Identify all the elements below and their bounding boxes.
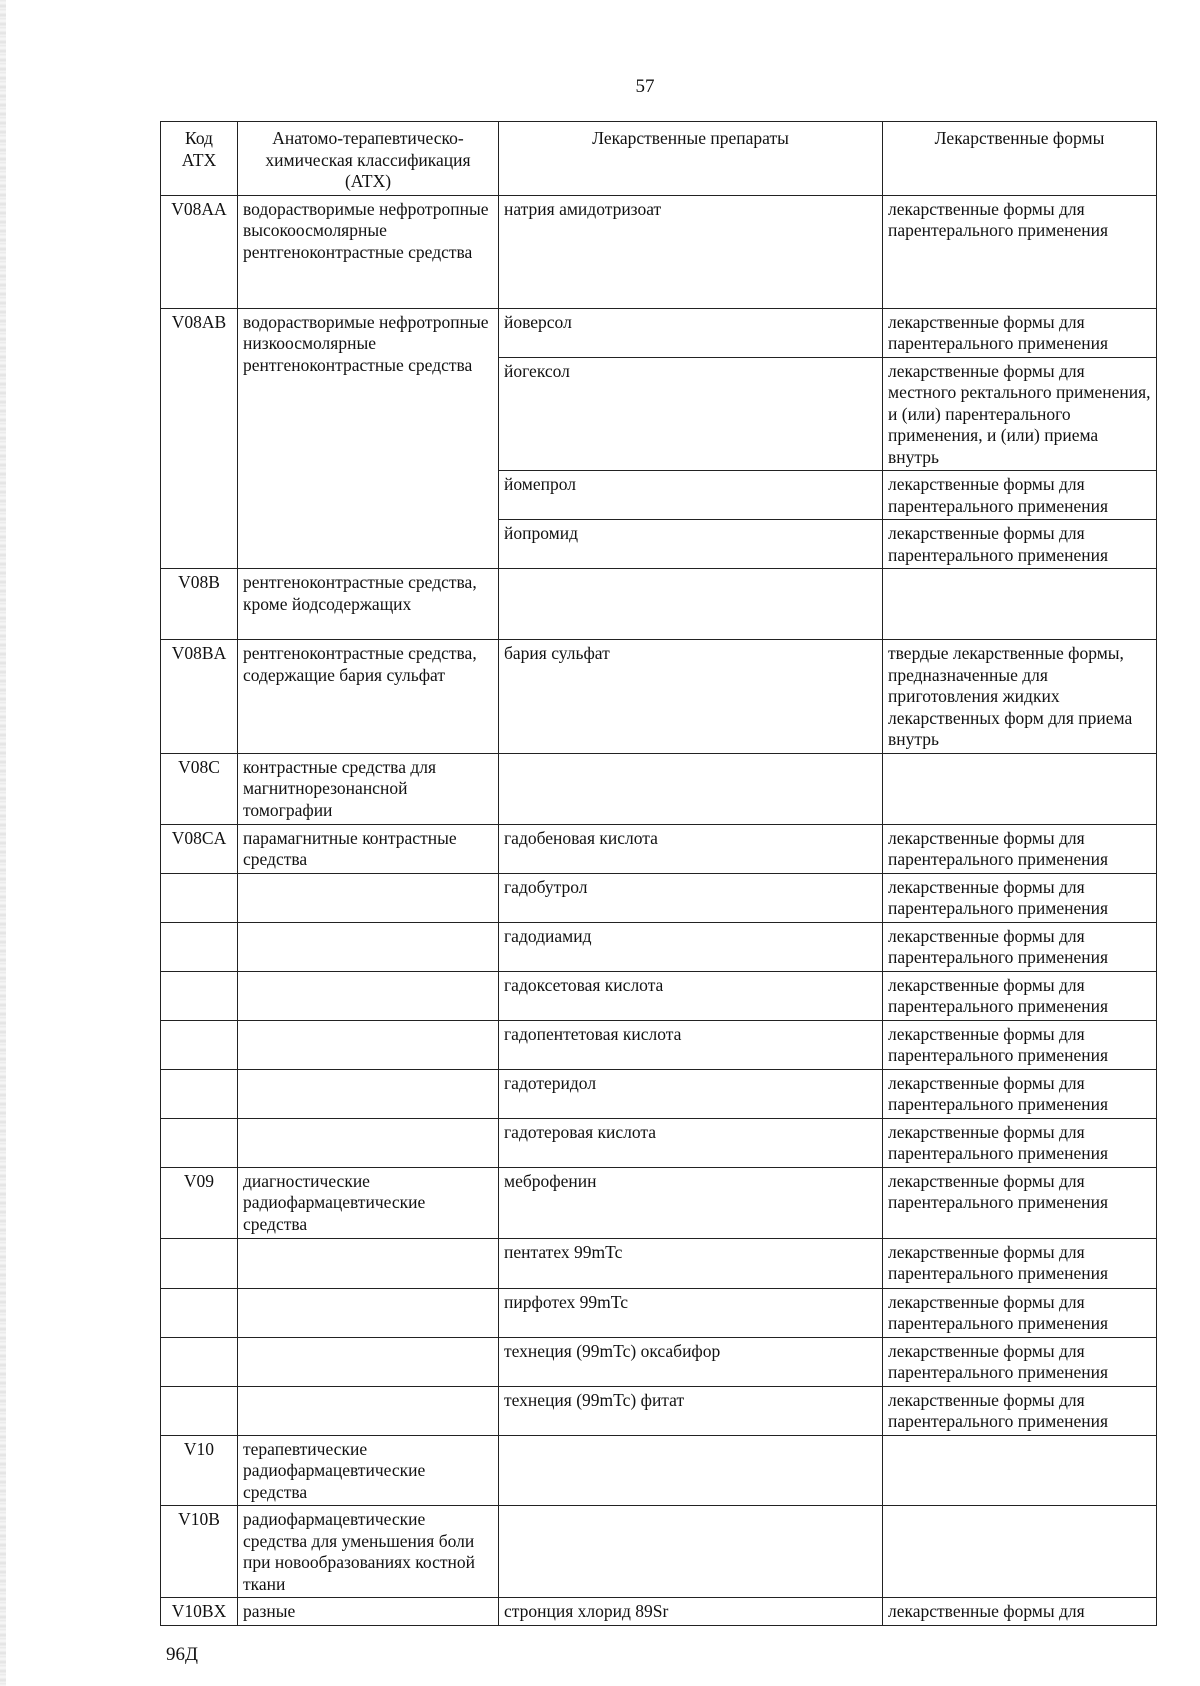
cell-classification (238, 1069, 499, 1118)
cell-drug: стронция хлорид 89Sr (499, 1598, 883, 1626)
cell-drug: йогексол (499, 357, 883, 471)
table-row (161, 1337, 1157, 1386)
cell-form (883, 1435, 1157, 1506)
cell-drug: гадоксетовая кислота (499, 971, 883, 1020)
table-row (161, 1435, 1157, 1506)
cell-classification: диагностические радиофармацевтические средства (238, 1167, 499, 1238)
cell-form: лекарственные формы для парентерального применения (883, 1118, 1157, 1167)
cell-classification (238, 922, 499, 971)
document-footer-code: 96Д (166, 1644, 198, 1665)
cell-classification: водорастворимые нефротропные высокоосмолярные рентгеноконтрастные средства (238, 195, 499, 308)
table-row (161, 922, 1157, 971)
cell-classification: рентгеноконтрастные средства, содержащие бария сульфат (238, 640, 499, 754)
table-row (161, 640, 1157, 754)
header-classification: Анатомо-терапевтическо-химическая классификация (АТХ) (238, 122, 499, 196)
cell-classification (238, 971, 499, 1020)
cell-form: лекарственные формы для парентерального применения (883, 824, 1157, 873)
cell-drug: гадобеновая кислота (499, 824, 883, 873)
cell-drug: йомепрол (499, 471, 883, 520)
scan-edge-artifact (0, 0, 6, 1686)
cell-classification (238, 873, 499, 922)
cell-form: лекарственные формы для парентерального применения (883, 1167, 1157, 1238)
cell-form: лекарственные формы для парентерального применения (883, 1020, 1157, 1069)
cell-classification: радиофармацевтические средства для уменьшения боли при новообразованиях костной ткани (238, 1506, 499, 1598)
table-row (161, 1167, 1157, 1238)
header-forms: Лекарственные формы (883, 122, 1157, 196)
table-row (161, 873, 1157, 922)
cell-drug: гадодиамид (499, 922, 883, 971)
cell-classification (238, 1118, 499, 1167)
cell-code: V09 (161, 1167, 238, 1238)
cell-classification: рентгеноконтрастные средства, кроме йодсодержащих (238, 569, 499, 640)
cell-code (161, 1020, 238, 1069)
table-row (161, 1020, 1157, 1069)
cell-drug (499, 1506, 883, 1598)
cell-drug: йоверсол (499, 308, 883, 357)
atx-drug-table (160, 121, 1157, 1626)
cell-form: лекарственные формы для парентерального применения (883, 1337, 1157, 1386)
cell-form (883, 753, 1157, 824)
cell-drug: пентатех 99mTc (499, 1238, 883, 1288)
cell-drug: йопромид (499, 520, 883, 569)
cell-form: лекарственные формы для парентерального применения (883, 971, 1157, 1020)
cell-code: V08C (161, 753, 238, 824)
cell-form: лекарственные формы для парентерального применения (883, 195, 1157, 308)
cell-code (161, 1069, 238, 1118)
cell-drug: натрия амидотризоат (499, 195, 883, 308)
cell-code: V10BX (161, 1598, 238, 1626)
cell-drug: гадотеридол (499, 1069, 883, 1118)
table-row (161, 1598, 1157, 1626)
table-header-row (161, 122, 1157, 196)
page-number: 57 (635, 76, 655, 97)
cell-drug (499, 569, 883, 640)
cell-drug: технеция (99mTc) фитат (499, 1386, 883, 1435)
table-row (161, 1118, 1157, 1167)
cell-code (161, 1238, 238, 1288)
cell-drug: гадобутрол (499, 873, 883, 922)
table-row (161, 1288, 1157, 1337)
header-code: Код АТХ (161, 122, 238, 196)
cell-drug: бария сульфат (499, 640, 883, 754)
cell-classification: парамагнитные контрастные средства (238, 824, 499, 873)
cell-drug: гадотеровая кислота (499, 1118, 883, 1167)
cell-code: V08BA (161, 640, 238, 754)
cell-form: лекарственные формы для парентерального применения (883, 873, 1157, 922)
cell-form: лекарственные формы для парентерального применения (883, 308, 1157, 357)
cell-classification: водорастворимые нефротропные низкоосмолярные рентгеноконтрастные средства (238, 308, 499, 569)
cell-form: лекарственные формы для парентерального применения (883, 922, 1157, 971)
cell-form: лекарственные формы для местного ректального применения, и (или) парентерального применения, и (или) приема внутрь (883, 357, 1157, 471)
cell-form (883, 569, 1157, 640)
cell-classification (238, 1020, 499, 1069)
cell-code (161, 971, 238, 1020)
table-row (161, 569, 1157, 640)
cell-classification: терапевтические радиофармацевтические средства (238, 1435, 499, 1506)
cell-form: лекарственные формы для парентерального применения (883, 1238, 1157, 1288)
cell-code: V08B (161, 569, 238, 640)
cell-drug: гадопентетовая кислота (499, 1020, 883, 1069)
table-row (161, 971, 1157, 1020)
cell-form: твердые лекарственные формы, предназначенные для приготовления жидких лекарственных форм для приема внутрь (883, 640, 1157, 754)
header-drugs: Лекарственные препараты (499, 122, 883, 196)
table-row (161, 1506, 1157, 1598)
cell-code: V08CA (161, 824, 238, 873)
table-row (161, 1238, 1157, 1288)
cell-code: V08AA (161, 195, 238, 308)
cell-classification (238, 1337, 499, 1386)
table-row (161, 824, 1157, 873)
cell-code (161, 1386, 238, 1435)
cell-classification (238, 1288, 499, 1337)
cell-classification: разные (238, 1598, 499, 1626)
cell-code: V10 (161, 1435, 238, 1506)
cell-code (161, 1118, 238, 1167)
cell-code (161, 1337, 238, 1386)
cell-form: лекарственные формы для (883, 1598, 1157, 1626)
table-row (161, 308, 1157, 357)
cell-drug: меброфенин (499, 1167, 883, 1238)
table-row (161, 1069, 1157, 1118)
cell-form: лекарственные формы для парентерального применения (883, 471, 1157, 520)
cell-drug (499, 753, 883, 824)
cell-form (883, 1506, 1157, 1598)
cell-code: V08AB (161, 308, 238, 569)
cell-drug: пирфотех 99mTc (499, 1288, 883, 1337)
cell-code (161, 873, 238, 922)
table-row (161, 753, 1157, 824)
cell-form: лекарственные формы для парентерального применения (883, 1288, 1157, 1337)
cell-form: лекарственные формы для парентерального применения (883, 1069, 1157, 1118)
cell-form: лекарственные формы для парентерального применения (883, 1386, 1157, 1435)
cell-form: лекарственные формы для парентерального применения (883, 520, 1157, 569)
cell-code: V10B (161, 1506, 238, 1598)
cell-classification (238, 1238, 499, 1288)
cell-code (161, 1288, 238, 1337)
cell-drug (499, 1435, 883, 1506)
table-row (161, 1386, 1157, 1435)
table-row (161, 195, 1157, 308)
cell-classification (238, 1386, 499, 1435)
cell-classification: контрастные средства для магнитнорезонансной томографии (238, 753, 499, 824)
cell-code (161, 922, 238, 971)
cell-drug: технеция (99mTc) оксабифор (499, 1337, 883, 1386)
